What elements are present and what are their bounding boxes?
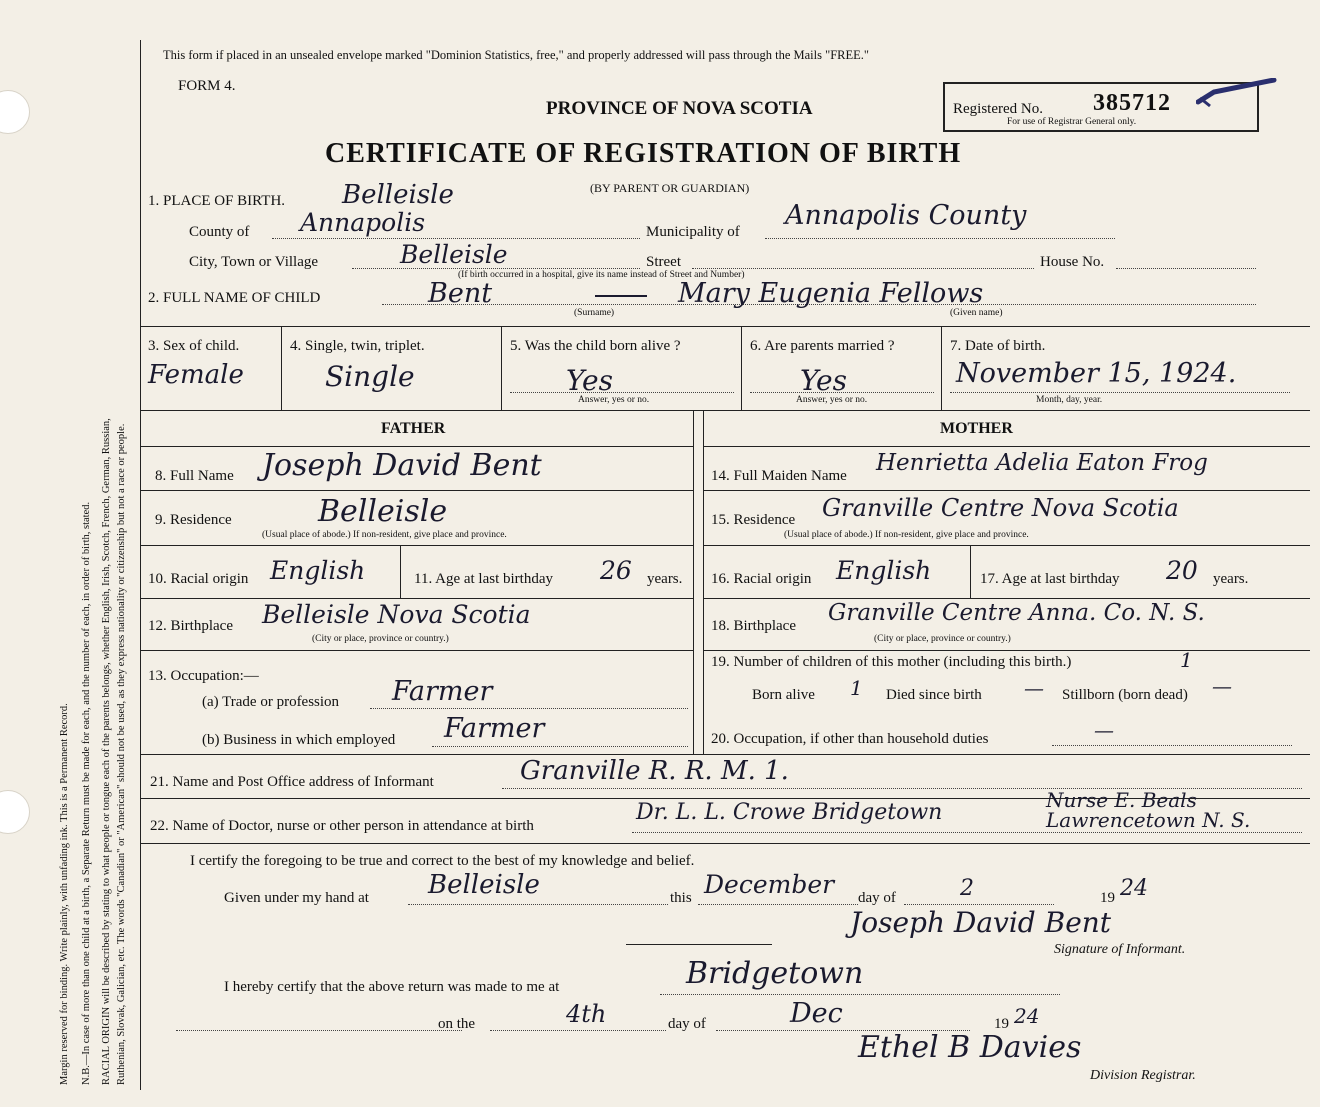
- father-box-right: [693, 410, 694, 754]
- father-age-value: 26: [600, 556, 632, 585]
- given-day-value: 2: [960, 876, 974, 901]
- father-residence-value: Belleisle: [318, 494, 448, 529]
- mother-box-left: [703, 410, 704, 754]
- mother-age-label: 17. Age at last birthday: [980, 571, 1120, 587]
- given-day-of-label: day of: [858, 890, 896, 906]
- mother-row4-rule: [703, 650, 1310, 651]
- mother-race-divider: [970, 545, 971, 598]
- city-value: Belleisle: [400, 240, 508, 269]
- check-mark-icon: [1196, 78, 1278, 108]
- municipality-label: Municipality of: [646, 224, 740, 240]
- father-business-value: Farmer: [444, 713, 545, 744]
- certify-statement: I certify the foregoing to be true and correct to the best of my knowledge and belief.: [190, 853, 695, 869]
- city-label: City, Town or Village: [189, 254, 319, 270]
- father-row2-rule: [140, 545, 693, 546]
- father-trade-label: (a) Trade or profession: [202, 694, 340, 710]
- mother-heading-rule: [703, 446, 1310, 447]
- margin-note-2: N.B.—In case of more than one child at a birth, a Separate Return must be made for each, and the number of each, in order of birth, stated.: [81, 501, 92, 1085]
- county-label: County of: [189, 224, 250, 240]
- informant-signature: Joseph David Bent: [850, 906, 1112, 939]
- died-since-birth-label: Died since birth: [886, 687, 982, 703]
- date-of-birth-label: 7. Date of birth.: [950, 338, 1046, 354]
- mother-age-value: 20: [1166, 556, 1198, 585]
- street-line: [692, 268, 1034, 269]
- registrar-place-value: Bridgetown: [686, 956, 864, 991]
- informant-signature-caption: Signature of Informant.: [1054, 942, 1186, 957]
- on-the-lead-line: [176, 1030, 462, 1031]
- father-row1-rule: [140, 490, 693, 491]
- margin-note-3: RACIAL ORIGIN will be described by stating to what people or tongue each of the parents belongs, whether English, Irish, Scotch, French, German, Russian,: [101, 418, 112, 1085]
- registrar-signature: Ethel B Davies: [858, 1030, 1082, 1065]
- registrar-statement: I hereby certify that the above return was made to me at: [224, 979, 560, 995]
- given-month-value: December: [704, 870, 835, 899]
- surname-dash: [595, 295, 647, 297]
- house-number-line: [1116, 268, 1256, 269]
- binding-hole-bottom: [0, 790, 30, 834]
- born-alive-count-label: Born alive: [752, 687, 815, 703]
- father-trade-value: Farmer: [392, 676, 493, 707]
- mother-birthplace-value: Granville Centre Anna. Co. N. S.: [828, 600, 1205, 626]
- father-residence-label: 9. Residence: [155, 512, 232, 528]
- born-alive-value: Yes: [566, 364, 613, 397]
- mother-occupation-line: [1052, 745, 1292, 746]
- doctor-value: Dr. L. L. Crowe Bridgetown: [636, 800, 943, 825]
- form-number: FORM 4.: [178, 78, 236, 94]
- reg-month-value: Dec: [790, 998, 843, 1029]
- reg-year-prefix: 19: [994, 1016, 1009, 1032]
- father-race-value: English: [270, 556, 366, 585]
- hospital-note: (If birth occurred in a hospital, give its name instead of Street and Number): [458, 270, 745, 280]
- mother-race-label: 16. Racial origin: [711, 571, 812, 587]
- date-of-birth-caption: Month, day, year.: [1036, 395, 1103, 405]
- mother-row3-rule: [703, 598, 1310, 599]
- father-business-label: (b) Business in which employed: [202, 732, 396, 748]
- mother-birthplace-caption: (City or place, province or country.): [874, 634, 1011, 644]
- father-trade-line: [370, 708, 688, 709]
- registered-label: Registered No.: [953, 101, 1043, 117]
- nurse-location-value: Lawrencetown N. S.: [1046, 808, 1251, 832]
- reg-day-value: 4th: [566, 1000, 607, 1028]
- day-line: [904, 904, 1054, 905]
- parents-married-value: Yes: [800, 364, 847, 397]
- born-alive-label: 5. Was the child born alive ?: [510, 338, 681, 354]
- mother-years: years.: [1213, 571, 1249, 587]
- given-place-value: Belleisle: [428, 870, 540, 900]
- nurse-value: Nurse E. Beals: [1046, 788, 1197, 812]
- stillborn-value: —: [1212, 674, 1232, 698]
- mother-children-label: 19. Number of children of this mother (including this birth.): [711, 654, 1072, 670]
- rule-above-informant: [140, 754, 1310, 755]
- reg-day-of-label: day of: [668, 1016, 706, 1032]
- mother-row2-rule: [703, 545, 1310, 546]
- father-birthplace-caption: (City or place, province or country.): [312, 634, 449, 644]
- father-birthplace-label: 12. Birthplace: [148, 618, 233, 634]
- father-heading: FATHER: [381, 420, 446, 437]
- given-place-line: [408, 904, 668, 905]
- parents-married-line: [750, 392, 934, 393]
- given-name-caption: (Given name): [950, 308, 1003, 318]
- child-surname: Bent: [428, 278, 493, 309]
- mother-residence-caption: (Usual place of abode.) If non-resident, give place and province.: [784, 530, 1029, 540]
- born-alive-count-value: 1: [850, 676, 863, 700]
- mother-residence-value: Granville Centre Nova Scotia: [822, 494, 1179, 522]
- divider-5-6: [741, 326, 742, 410]
- mother-occupation-label: 20. Occupation, if other than household duties: [711, 731, 989, 747]
- certificate-subtitle: (BY PARENT OR GUARDIAN): [590, 181, 750, 195]
- divider-3-4: [281, 326, 282, 410]
- rule-above-row3: [140, 326, 1310, 327]
- certificate-title: CERTIFICATE OF REGISTRATION OF BIRTH: [325, 138, 962, 169]
- registrar-place-line: [660, 994, 1060, 995]
- born-alive-line: [510, 392, 734, 393]
- house-number-label: House No.: [1040, 254, 1105, 270]
- registrar-use-note: For use of Registrar General only.: [1007, 117, 1137, 127]
- mother-heading: MOTHER: [940, 420, 1013, 437]
- father-age-label: 11. Age at last birthday: [414, 571, 553, 587]
- sex-label: 3. Sex of child.: [148, 338, 240, 354]
- mother-residence-label: 15. Residence: [711, 512, 796, 528]
- plurality-label: 4. Single, twin, triplet.: [290, 338, 425, 354]
- mother-birthplace-label: 18. Birthplace: [711, 618, 796, 634]
- father-row3-rule: [140, 598, 693, 599]
- given-year-value: 24: [1120, 876, 1148, 901]
- informant-label: 21. Name and Post Office address of Informant: [150, 774, 434, 790]
- father-name-label: 8. Full Name: [155, 468, 234, 484]
- parents-married-caption: Answer, yes or no.: [796, 395, 868, 405]
- father-occupation-label: 13. Occupation:—: [148, 668, 259, 684]
- father-race-label: 10. Racial origin: [148, 571, 249, 587]
- mother-occupation-value: —: [1094, 718, 1114, 742]
- plurality-value: Single: [325, 360, 415, 393]
- date-of-birth-value: November 15, 1924.: [956, 358, 1237, 389]
- given-under-label: Given under my hand at: [224, 890, 369, 906]
- mother-children-value: 1: [1180, 648, 1193, 672]
- parents-married-label: 6. Are parents married ?: [750, 338, 895, 354]
- father-name-value: Joseph David Bent: [262, 448, 542, 483]
- this-label: this: [670, 890, 692, 906]
- doctor-label: 22. Name of Doctor, nurse or other person in attendance at birth: [150, 818, 534, 834]
- father-heading-rule: [140, 446, 693, 447]
- month-line: [698, 904, 858, 905]
- place-of-birth-value: Belleisle: [342, 180, 454, 210]
- father-residence-caption: (Usual place of abode.) If non-resident, give place and province.: [262, 530, 507, 540]
- registered-number: 385712: [1093, 90, 1171, 116]
- form-left-rule: [140, 40, 141, 1090]
- sex-value: Female: [148, 360, 244, 390]
- date-of-birth-line: [950, 392, 1290, 393]
- margin-note-4: Ruthenian, Slovak, Galician, etc. The words "Canadian" or "American" should not be used, as they express nationality or citizenship but not a race or people.: [116, 423, 127, 1085]
- mother-race-value: English: [836, 556, 932, 585]
- province-heading: PROVINCE OF NOVA SCOTIA: [546, 98, 813, 119]
- separator-line: [626, 944, 772, 945]
- reg-year-value: 24: [1014, 1004, 1040, 1028]
- county-line: [272, 238, 640, 239]
- county-value: Annapolis: [300, 208, 426, 237]
- divider-6-7: [941, 326, 942, 410]
- born-alive-caption: Answer, yes or no.: [578, 395, 650, 405]
- father-years: years.: [647, 571, 683, 587]
- municipality-value: Annapolis County: [785, 200, 1027, 231]
- father-business-line: [432, 746, 688, 747]
- stillborn-label: Stillborn (born dead): [1062, 687, 1188, 703]
- mother-name-label: 14. Full Maiden Name: [711, 468, 847, 484]
- father-birthplace-value: Belleisle Nova Scotia: [262, 600, 531, 629]
- street-label: Street: [646, 254, 681, 270]
- child-given-names: Mary Eugenia Fellows: [678, 278, 984, 309]
- doctor-line: [632, 832, 1302, 833]
- rule-below-row3: [140, 410, 1310, 411]
- mother-row1-rule: [703, 490, 1310, 491]
- postal-notice: This form if placed in an unsealed envelope marked "Dominion Statistics, free," and properly addressed will pass through the Mails "FREE.": [163, 48, 870, 62]
- rule-above-certification: [140, 843, 1310, 844]
- on-the-label: on the: [438, 1016, 476, 1032]
- informant-value: Granville R. R. M. 1.: [520, 756, 789, 786]
- reg-day-line: [490, 1030, 666, 1031]
- divider-4-5: [501, 326, 502, 410]
- died-since-birth-value: —: [1024, 676, 1044, 700]
- given-year-prefix: 19: [1100, 890, 1115, 906]
- child-name-label: 2. FULL NAME OF CHILD: [148, 290, 321, 306]
- registrar-caption: Division Registrar.: [1090, 1068, 1196, 1083]
- surname-caption: (Surname): [574, 308, 615, 318]
- father-row4-rule: [140, 650, 693, 651]
- mother-name-value: Henrietta Adelia Eaton Frog: [876, 450, 1208, 476]
- margin-note-1: Margin reserved for binding. Write plainly, with unfading ink. This is a Permanent Record.: [59, 703, 70, 1085]
- place-of-birth-label: 1. PLACE OF BIRTH.: [148, 193, 286, 209]
- binding-hole-top: [0, 90, 30, 134]
- father-race-divider: [400, 545, 401, 598]
- municipality-line: [765, 238, 1115, 239]
